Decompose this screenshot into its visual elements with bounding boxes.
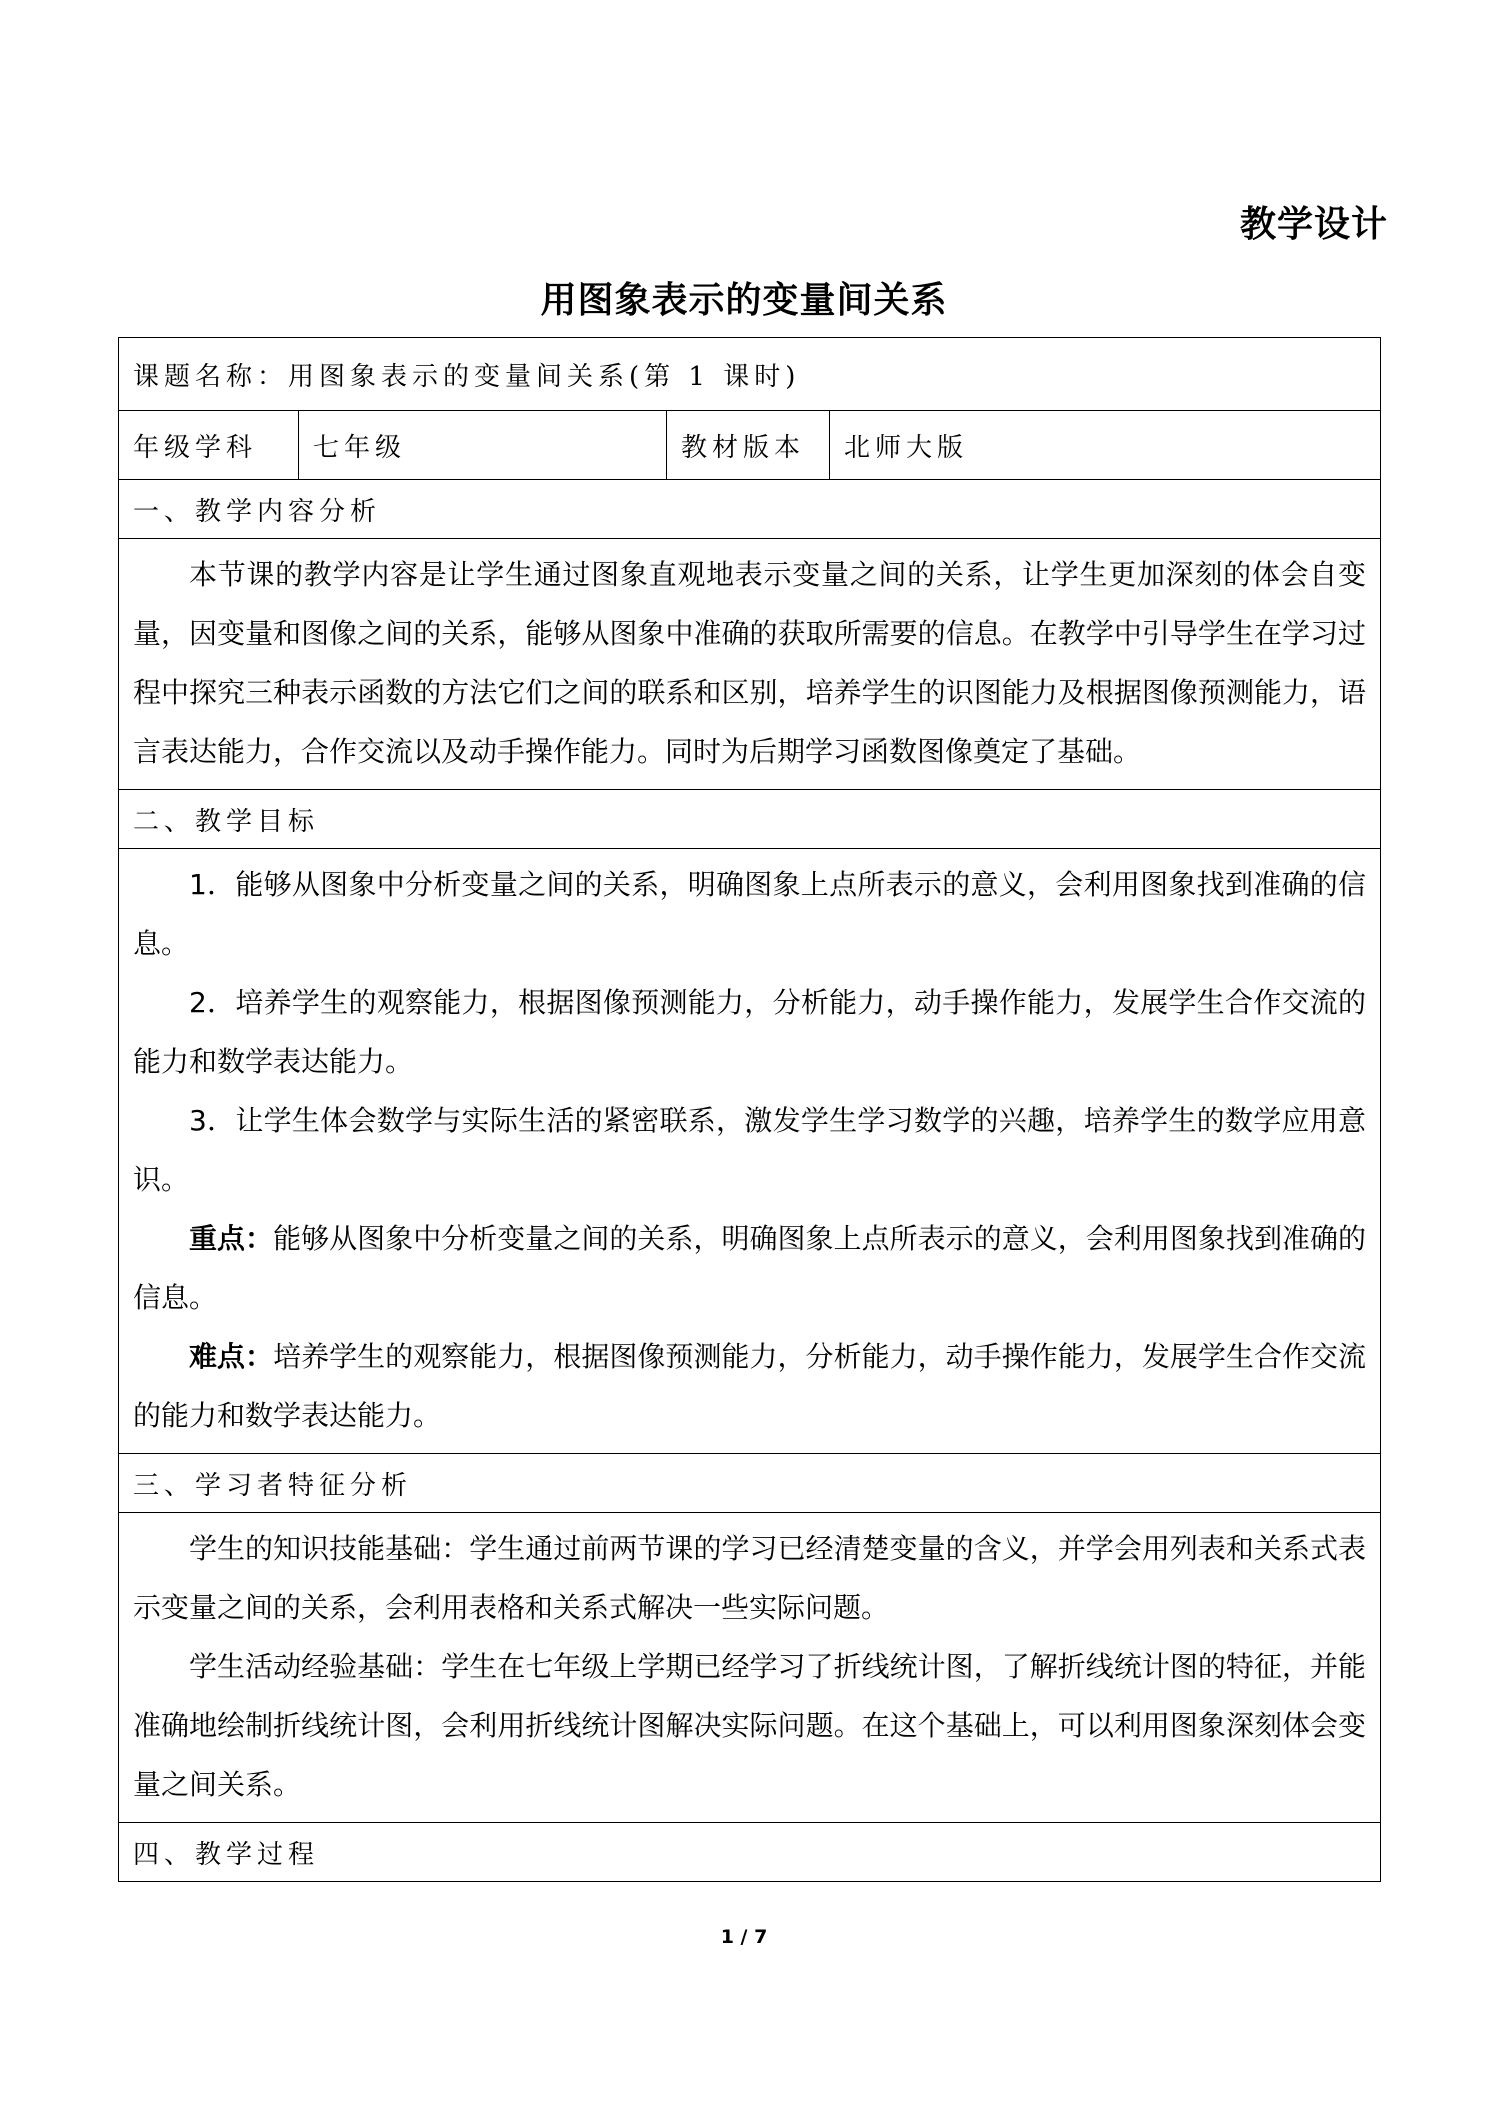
page-number: 1 / 7 bbox=[720, 1926, 768, 1948]
teaching-goals-body bbox=[119, 849, 1381, 1454]
goal-item: 2．培养学生的观察能力，根据图像预测能力，分析能力，动手操作能力，发展学生合作交流的能力和数学表达能力。 bbox=[133, 986, 1367, 1078]
learner-paragraph: 学生的知识技能基础：学生通过前两节课的学习已经清楚变量的含义，并学会用列表和关系式表示变量之间的关系，会利用表格和关系式解决一些实际问题。 bbox=[133, 1532, 1367, 1624]
goal-item: 3．让学生体会数学与实际生活的紧密联系，激发学生学习数学的兴趣，培养学生的数学应用意识。 bbox=[133, 1104, 1367, 1196]
lesson-plan-table bbox=[118, 337, 1381, 1882]
key-point-text: 能够从图象中分析变量之间的关系，明确图象上点所表示的意义，会利用图象找到准确的信息。 bbox=[133, 1222, 1367, 1314]
content-analysis-body bbox=[119, 539, 1381, 790]
grade-value: 七年级 bbox=[299, 411, 667, 480]
difficulty-label: 难点： bbox=[189, 1340, 274, 1373]
topic-cell: 课题名称：用图象表示的变量间关系(第 1 课时) bbox=[119, 338, 1381, 411]
grade-label: 年级学科 bbox=[119, 411, 299, 480]
section-heading-teaching-goals: 二、教学目标 bbox=[119, 790, 1381, 849]
textbook-label: 教材版本 bbox=[667, 411, 830, 480]
key-point-label: 重点： bbox=[189, 1222, 274, 1255]
key-point bbox=[133, 1209, 1366, 1327]
learner-analysis-body bbox=[119, 1513, 1381, 1823]
difficulty-text: 培养学生的观察能力，根据图像预测能力，分析能力，动手操作能力，发展学生合作交流的能力和数学表达能力。 bbox=[133, 1340, 1367, 1432]
textbook-value: 北师大版 bbox=[830, 411, 1381, 480]
document-title: 用图象表示的变量间关系 bbox=[540, 280, 948, 321]
learner-paragraph: 学生活动经验基础：学生在七年级上学期已经学习了折线统计图，了解折线统计图的特征，并能准确地绘制折线统计图，会利用折线统计图解决实际问题。在这个基础上，可以利用图象深刻体会变量之间关系。 bbox=[133, 1650, 1367, 1801]
content-analysis-paragraph: 本节课的教学内容是让学生通过图象直观地表示变量之间的关系，让学生更加深刻的体会自变量，因变量和图像之间的关系，能够从图象中准确的获取所需要的信息。在教学中引导学生在学习过程中探究三种表示函数的方法它们之间的联系和区别，培养学生的识图能力及根据图像预测能力，语言表达能力，合作交流以及动手操作能力。同时为后期学习函数图像奠定了基础。 bbox=[133, 558, 1367, 768]
goal-item: 1．能够从图象中分析变量之间的关系，明确图象上点所表示的意义，会利用图象找到准确的信息。 bbox=[133, 868, 1367, 960]
section-heading-content-analysis: 一、教学内容分析 bbox=[119, 480, 1381, 539]
section-heading-learner-analysis: 三、学习者特征分析 bbox=[119, 1454, 1381, 1513]
document-type: 教学设计 bbox=[1239, 204, 1388, 245]
difficulty-point bbox=[133, 1327, 1366, 1445]
section-heading-teaching-process: 四、教学过程 bbox=[119, 1823, 1381, 1882]
